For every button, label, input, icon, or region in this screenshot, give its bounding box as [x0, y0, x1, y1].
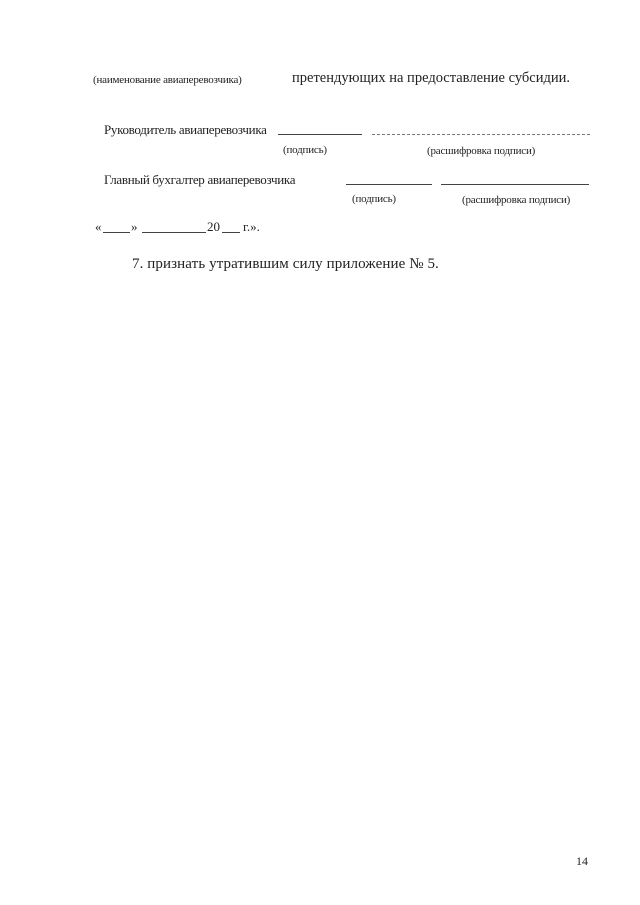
date-open-quote: « [95, 219, 102, 234]
date-close-quote: » [131, 219, 138, 234]
date-day-blank [103, 232, 130, 233]
date-month-blank [142, 232, 206, 233]
date-year-blank [222, 232, 240, 233]
head-signature-line [278, 134, 362, 135]
carrier-name-label: (наименование авиаперевозчика) [93, 74, 242, 86]
accountant-decoding-label: (расшифровка подписи) [462, 194, 571, 206]
accountant-decoding-line [441, 184, 589, 185]
head-role-label: Руководитель авиаперевозчика [104, 122, 267, 137]
accountant-role-label: Главный бухгалтер авиаперевозчика [104, 172, 296, 187]
head-decoding-line [372, 134, 590, 135]
accountant-signature-label: (подпись) [352, 193, 396, 205]
date-year-prefix: 20 [207, 219, 220, 234]
page-number: 14 [576, 854, 588, 868]
head-decoding-label: (расшифровка подписи) [427, 145, 536, 157]
accountant-signature-line [346, 184, 432, 185]
header-trailing-text: претендующих на предоставление субсидии. [292, 70, 570, 86]
date-suffix: г.». [243, 219, 260, 234]
head-signature-label: (подпись) [283, 144, 327, 156]
item-7-text: 7. признать утратившим силу приложение № 5. [132, 256, 439, 272]
